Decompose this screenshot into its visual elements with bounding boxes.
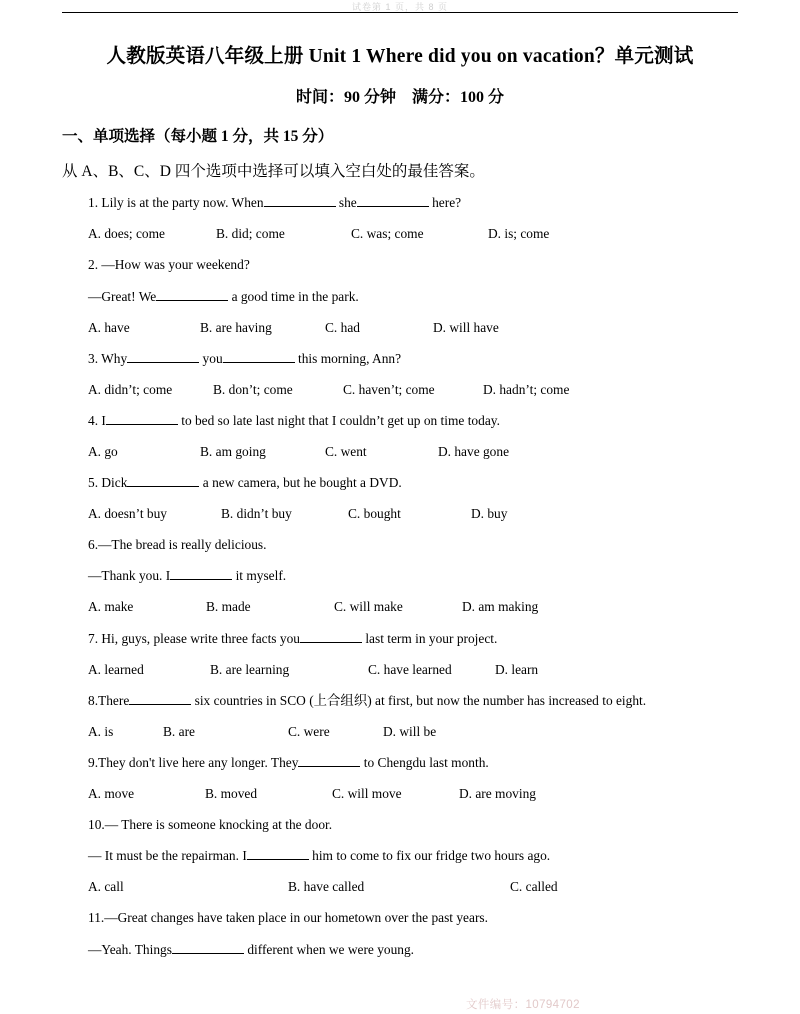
answer-blank xyxy=(127,486,199,487)
question-stem: 6.—The bread is really delicious. xyxy=(88,537,267,553)
question-stem xyxy=(62,412,738,430)
question-text: —Great! We xyxy=(88,288,157,304)
option-d: D. are moving xyxy=(459,786,536,802)
question-text: 9.They don't live here any longer. They xyxy=(88,754,299,770)
question-stem xyxy=(62,754,738,772)
answer-blank xyxy=(106,424,178,425)
question-text: to bed so late last night that I couldn’t get up on time today. xyxy=(181,412,500,428)
answer-blank xyxy=(247,859,309,860)
option-a: A. learned xyxy=(88,661,144,677)
option-d: D. learn xyxy=(495,661,539,677)
question-text: six countries in SCO (上合组织) at first, but now the number has increased to eight. xyxy=(194,692,647,708)
question-text: 4. I xyxy=(88,412,106,428)
question-text: —Thank you. I xyxy=(88,568,171,584)
question-text: —Yeah. Things xyxy=(88,941,172,957)
question-text: to Chengdu last month. xyxy=(363,754,489,770)
option-a: A. is xyxy=(88,723,114,739)
exam-info: 时间：90 分钟 满分：100 分 xyxy=(295,89,504,107)
section-instruction: 从 A、B、C、D 四个选项中选择可以填入空白处的最佳答案。 xyxy=(62,163,485,181)
option-d: D. have gone xyxy=(438,444,510,459)
question-stem: 10.— There is someone knocking at the door. xyxy=(88,817,333,833)
answer-blank xyxy=(172,953,244,954)
question-text: 7. Hi, guys, please write three facts you xyxy=(88,630,300,646)
question-stem xyxy=(62,350,738,368)
option-a: A. move xyxy=(88,786,135,802)
option-a: A. make xyxy=(88,599,134,615)
option-a: A. doesn’t buy xyxy=(88,506,167,522)
question-continuation xyxy=(62,567,738,585)
question-text: 3. Why xyxy=(88,350,128,366)
question-text: a good time in the park. xyxy=(231,288,359,304)
option-a: A. call xyxy=(88,879,124,895)
option-row xyxy=(62,381,738,399)
option-d: D. will have xyxy=(433,319,499,335)
question-text: you xyxy=(202,350,223,366)
option-b: B. don’t; come xyxy=(213,381,293,397)
option-row xyxy=(62,505,738,523)
answer-blank xyxy=(156,300,228,301)
answer-blank xyxy=(127,362,199,363)
option-row xyxy=(62,319,738,337)
question-continuation xyxy=(62,941,738,959)
option-b: B. are having xyxy=(200,319,272,335)
document-content xyxy=(62,32,738,959)
option-c: C. were xyxy=(288,723,330,739)
answer-blank xyxy=(223,362,295,363)
option-c: C. have learned xyxy=(368,661,452,677)
question-text: different when we were young. xyxy=(247,941,415,957)
option-a: A. have xyxy=(88,319,130,335)
option-b: B. are learning xyxy=(210,661,290,677)
question-stem: 11.—Great changes have taken place in our hometown over the past years. xyxy=(88,910,488,926)
option-c: C. called xyxy=(510,879,558,895)
option-c: C. had xyxy=(325,319,360,335)
answer-blank xyxy=(300,642,362,643)
option-b: B. didn’t buy xyxy=(221,506,292,522)
option-c: C. will move xyxy=(332,786,402,802)
option-b: B. am going xyxy=(200,444,266,459)
question-text: a new camera, but he bought a DVD. xyxy=(202,475,402,491)
question-text: him to come to fix our fridge two hours ago. xyxy=(312,848,551,864)
question-stem xyxy=(62,692,738,710)
option-a: A. go xyxy=(88,444,118,459)
option-c: C. went xyxy=(325,444,367,459)
question-text: here? xyxy=(432,195,462,211)
question-text: 8.There xyxy=(88,692,130,708)
option-d: D. am making xyxy=(462,599,539,615)
option-row xyxy=(62,598,738,616)
header-divider xyxy=(62,12,738,13)
section-heading: 一、单项选择（每小题 1 分，共 15 分） xyxy=(62,128,334,146)
answer-blank xyxy=(298,766,360,767)
page-header-faint-text: 试卷第 1 页，共 8 页 xyxy=(351,2,448,12)
answer-blank xyxy=(357,206,429,207)
option-row xyxy=(62,785,738,803)
question-continuation xyxy=(62,847,738,865)
question-stem xyxy=(62,474,738,492)
question-text: she xyxy=(338,195,357,211)
option-c: C. bought xyxy=(348,506,401,522)
question-continuation xyxy=(62,288,738,306)
option-a: A. didn’t; come xyxy=(88,381,173,397)
option-row xyxy=(62,878,738,896)
option-c: C. haven’t; come xyxy=(343,381,435,397)
question-text: 1. Lily is at the party now. When xyxy=(88,195,264,211)
option-b: B. are xyxy=(163,723,195,739)
option-row xyxy=(62,723,738,741)
question-stem: 2. —How was your weekend? xyxy=(88,257,250,273)
option-a: A. does; come xyxy=(88,226,165,242)
page-title: 人教版英语八年级上册 Unit 1 Where did you on vacation？单元测试 xyxy=(106,46,694,67)
question-text: 5. Dick xyxy=(88,475,128,491)
option-row xyxy=(62,443,738,461)
answer-blank xyxy=(264,206,336,207)
option-b: B. did; come xyxy=(216,226,285,242)
option-b: B. have called xyxy=(288,879,365,895)
option-c: C. was; come xyxy=(351,226,424,242)
option-row xyxy=(62,661,738,679)
watermark: 文件编号：10794702 xyxy=(466,999,580,1011)
question-text: it myself. xyxy=(235,568,287,584)
option-b: B. made xyxy=(206,599,251,615)
option-d: D. hadn’t; come xyxy=(483,381,570,397)
option-d: D. buy xyxy=(471,506,508,522)
option-d: D. is; come xyxy=(488,226,550,242)
question-text: last term in your project. xyxy=(365,630,498,646)
question-text: — It must be the repairman. I xyxy=(88,848,247,864)
answer-blank xyxy=(170,579,232,580)
option-d: D. will be xyxy=(383,723,437,739)
question-text: this morning, Ann? xyxy=(298,350,402,366)
option-b: B. moved xyxy=(205,786,258,802)
question-stem xyxy=(62,630,738,648)
option-row xyxy=(62,225,738,243)
question-stem xyxy=(62,194,738,212)
option-c: C. will make xyxy=(334,599,403,615)
answer-blank xyxy=(129,704,191,705)
